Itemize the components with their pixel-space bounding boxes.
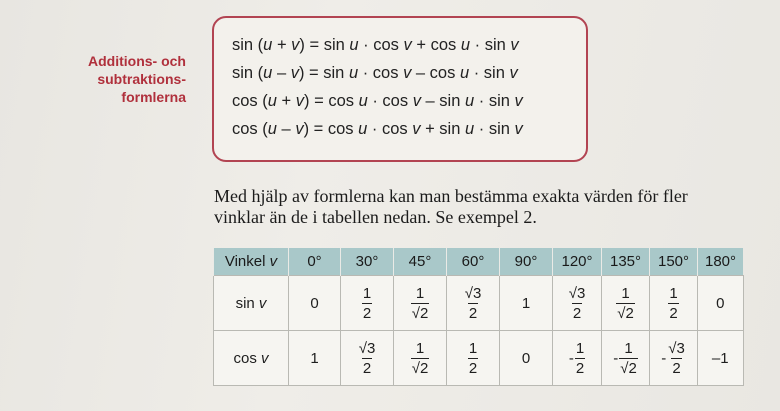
- formula-text: · cos: [358, 36, 404, 54]
- fraction: [468, 341, 478, 376]
- formula-text: cos (: [232, 92, 268, 110]
- fraction-value: [668, 286, 678, 321]
- header-cell: 120°: [553, 248, 602, 276]
- formula-variable: v: [403, 36, 412, 54]
- table-cell: [500, 331, 553, 386]
- radicand: 2: [628, 359, 637, 377]
- formula-variable: v: [514, 92, 523, 110]
- numerator-value: 1: [621, 285, 630, 302]
- radicand: 2: [419, 305, 429, 322]
- intro-paragraph: Med hjälp av formlerna kan man bestämma exakta värden för fler vinklar än de i tabellen nedan. Se exempel 2.: [214, 186, 688, 227]
- trig-values-table: [213, 248, 744, 386]
- formula-text: –: [272, 64, 291, 82]
- formula-variable: v: [295, 92, 305, 110]
- minus-sign: -: [613, 349, 619, 367]
- fraction: [619, 341, 638, 376]
- table-cell: [650, 331, 698, 386]
- fraction: [411, 286, 430, 321]
- formula-text: sin (: [232, 36, 264, 54]
- table-cell: [553, 276, 602, 331]
- numerator: [415, 341, 425, 358]
- formula-cos-difference: [232, 120, 523, 139]
- denominator: [671, 358, 681, 376]
- numerator-value: 1: [468, 340, 478, 357]
- row-label-variable: v: [258, 294, 267, 312]
- table-cell: [500, 276, 553, 331]
- fraction-value: [411, 286, 430, 321]
- table-cell: [394, 276, 447, 331]
- numerator: [623, 341, 633, 358]
- fraction-value: [568, 286, 587, 321]
- header-cell: 60°: [447, 248, 500, 276]
- radicand: 2: [419, 360, 429, 377]
- formula-text: ) = cos: [304, 92, 359, 110]
- denominator: [411, 303, 430, 321]
- formula-variable: v: [509, 64, 518, 82]
- table-cell: [553, 331, 602, 386]
- radicand: 3: [676, 339, 685, 357]
- formula-variable: u: [459, 64, 470, 82]
- formula-text: · sin: [470, 36, 511, 54]
- header-cell: 90°: [500, 248, 553, 276]
- caption-line: formlerna: [121, 89, 186, 105]
- cell-value: 0: [521, 349, 531, 367]
- fraction: [575, 341, 585, 376]
- sqrt-expression: [668, 340, 685, 357]
- formula-text: · sin: [474, 92, 515, 110]
- numerator-value: 1: [362, 285, 372, 302]
- cell-value: 0: [716, 294, 725, 312]
- formula-variable: u: [358, 120, 368, 138]
- table-cell: [447, 276, 500, 331]
- fraction-value: [362, 286, 372, 321]
- formula-text: · sin: [474, 120, 515, 138]
- formula-variable: v: [290, 64, 299, 82]
- formula-text: +: [276, 92, 296, 110]
- sqrt-symbol: √: [620, 359, 629, 377]
- formula-variable: u: [267, 92, 277, 110]
- sqrt-symbol: √: [358, 340, 367, 357]
- fraction-value: [613, 341, 638, 376]
- table-cell: [698, 331, 744, 386]
- formula-text: · cos: [367, 120, 413, 138]
- fraction: [362, 286, 372, 321]
- fraction: [616, 286, 635, 321]
- header-cell: 150°: [650, 248, 698, 276]
- numerator-value: 1: [415, 285, 425, 302]
- formula-text: ) = sin: [299, 36, 350, 54]
- denominator-value: 2: [362, 305, 372, 322]
- cell-value: –1: [711, 349, 729, 367]
- radicand: 2: [625, 305, 634, 322]
- formula-text: ) = cos: [303, 120, 359, 138]
- formula-variable: v: [295, 120, 304, 138]
- sqrt-symbol: √: [668, 339, 677, 357]
- row-label-cell: [214, 331, 289, 386]
- radicand: 3: [576, 285, 586, 302]
- formula-variable: u: [348, 64, 359, 82]
- formula-text: – cos: [411, 64, 460, 82]
- header-cell: 45°: [394, 248, 447, 276]
- numerator-value: 1: [415, 340, 425, 357]
- numerator: [362, 286, 372, 303]
- cell-value: 1: [521, 294, 531, 312]
- fraction-value: [569, 341, 585, 376]
- formula-variable: u: [464, 120, 475, 138]
- header-cell: 135°: [602, 248, 650, 276]
- formula-text: + sin: [420, 120, 465, 138]
- formula-text: · sin: [469, 64, 510, 82]
- formula-variable: u: [460, 36, 471, 54]
- formula-variable: u: [267, 120, 277, 138]
- row-label-cell: [214, 276, 289, 331]
- denominator-value: 2: [572, 305, 582, 322]
- numerator: [464, 286, 483, 303]
- table-row: [214, 331, 744, 386]
- numerator: [668, 286, 678, 303]
- header-cell: 30°: [341, 248, 394, 276]
- table-cell: [341, 331, 394, 386]
- numerator-value: 1: [669, 285, 678, 302]
- table-cell: [289, 276, 341, 331]
- table-cell: [602, 276, 650, 331]
- fraction: [358, 341, 377, 376]
- sqrt-expression: [569, 285, 586, 302]
- formula-variable: v: [510, 36, 519, 54]
- formula-text: · cos: [358, 64, 404, 82]
- sqrt-symbol: √: [568, 285, 577, 302]
- header-cell: 0°: [289, 248, 341, 276]
- formula-text: –: [276, 120, 296, 138]
- denominator: [575, 358, 585, 376]
- fraction: [411, 341, 430, 376]
- formula-text: ) = sin: [298, 64, 349, 82]
- denominator-value: 2: [362, 360, 372, 377]
- fraction: [568, 286, 587, 321]
- numerator: [568, 286, 587, 303]
- fraction-value: [661, 341, 686, 376]
- numerator: [358, 341, 377, 358]
- denominator: [619, 358, 638, 376]
- numerator: [620, 286, 630, 303]
- denominator-value: 2: [575, 359, 585, 377]
- cell-value: 1: [310, 349, 319, 367]
- sqrt-symbol: √: [411, 305, 420, 322]
- formula-text: sin (: [232, 64, 264, 82]
- fraction-value: [411, 341, 430, 376]
- row-label-function: sin: [235, 294, 259, 312]
- numerator-value: 1: [575, 339, 585, 357]
- formula-variable: v: [412, 120, 421, 138]
- sqrt-symbol: √: [464, 285, 473, 302]
- numerator: [575, 341, 585, 358]
- denominator: [468, 303, 478, 321]
- denominator: [411, 358, 430, 376]
- formula-variable: v: [514, 120, 523, 138]
- formula-variable: v: [403, 64, 412, 82]
- row-label-variable: v: [261, 349, 269, 367]
- caption-line: Additions- och: [88, 53, 186, 69]
- fraction-value: [464, 286, 483, 321]
- denominator-value: 2: [669, 305, 678, 322]
- numerator: [468, 341, 478, 358]
- denominator: [362, 358, 372, 376]
- denominator: [468, 358, 478, 376]
- formula-text: cos (: [232, 120, 268, 138]
- table-cell: [341, 276, 394, 331]
- numerator: [667, 341, 686, 358]
- formula-variable: u: [263, 64, 273, 82]
- sqrt-expression: [359, 340, 376, 357]
- header-cell: 180°: [698, 248, 744, 276]
- fraction: [464, 286, 483, 321]
- table-row: [214, 276, 744, 331]
- fraction-value: [358, 341, 377, 376]
- denominator-value: 2: [468, 360, 478, 377]
- denominator-value: 2: [672, 359, 681, 377]
- sqrt-symbol: √: [617, 305, 626, 322]
- table-header-row: [214, 248, 744, 276]
- caption-line: subtraktions-: [97, 71, 186, 87]
- row-label-function: cos: [233, 349, 261, 367]
- cell-value: 0: [310, 294, 319, 312]
- denominator: [572, 303, 582, 321]
- table-cell: [698, 276, 744, 331]
- formula-variable: u: [349, 36, 359, 54]
- formula-variable: u: [358, 92, 368, 110]
- formula-text: + cos: [411, 36, 461, 54]
- formula-variable: u: [263, 36, 273, 54]
- table-body: [214, 276, 744, 386]
- header-cell-angle: Vinkel v: [214, 248, 289, 276]
- formula-cos-sum: [232, 92, 523, 111]
- table-cell: [394, 331, 447, 386]
- formula-variable: v: [412, 92, 421, 110]
- formula-sin-difference: [232, 64, 518, 83]
- sqrt-symbol: √: [411, 360, 420, 377]
- denominator: [668, 303, 678, 321]
- table-cell: [602, 331, 650, 386]
- minus-sign: -: [661, 349, 667, 367]
- fraction: [667, 341, 686, 376]
- formula-sin-sum: [232, 36, 519, 55]
- formula-box-caption: [60, 52, 186, 106]
- fraction-value: [468, 341, 478, 376]
- formula-text: – sin: [420, 92, 465, 110]
- formula-variable: v: [291, 36, 300, 54]
- formula-text: +: [272, 36, 292, 54]
- table-cell: [447, 331, 500, 386]
- radicand: 3: [366, 340, 376, 357]
- table-cell: [289, 331, 341, 386]
- sqrt-expression: [465, 285, 482, 302]
- formula-variable: u: [464, 92, 475, 110]
- radicand: 3: [472, 285, 482, 302]
- header-variable: v: [269, 253, 278, 270]
- minus-sign: -: [568, 349, 574, 367]
- table-cell: [650, 276, 698, 331]
- denominator-value: 2: [468, 305, 478, 322]
- formula-text: · cos: [367, 92, 413, 110]
- denominator: [362, 303, 372, 321]
- numerator: [415, 286, 425, 303]
- numerator-value: 1: [624, 339, 633, 357]
- fraction: [668, 286, 678, 321]
- fraction-value: [616, 286, 635, 321]
- denominator: [616, 303, 635, 321]
- formula-box: [212, 16, 588, 162]
